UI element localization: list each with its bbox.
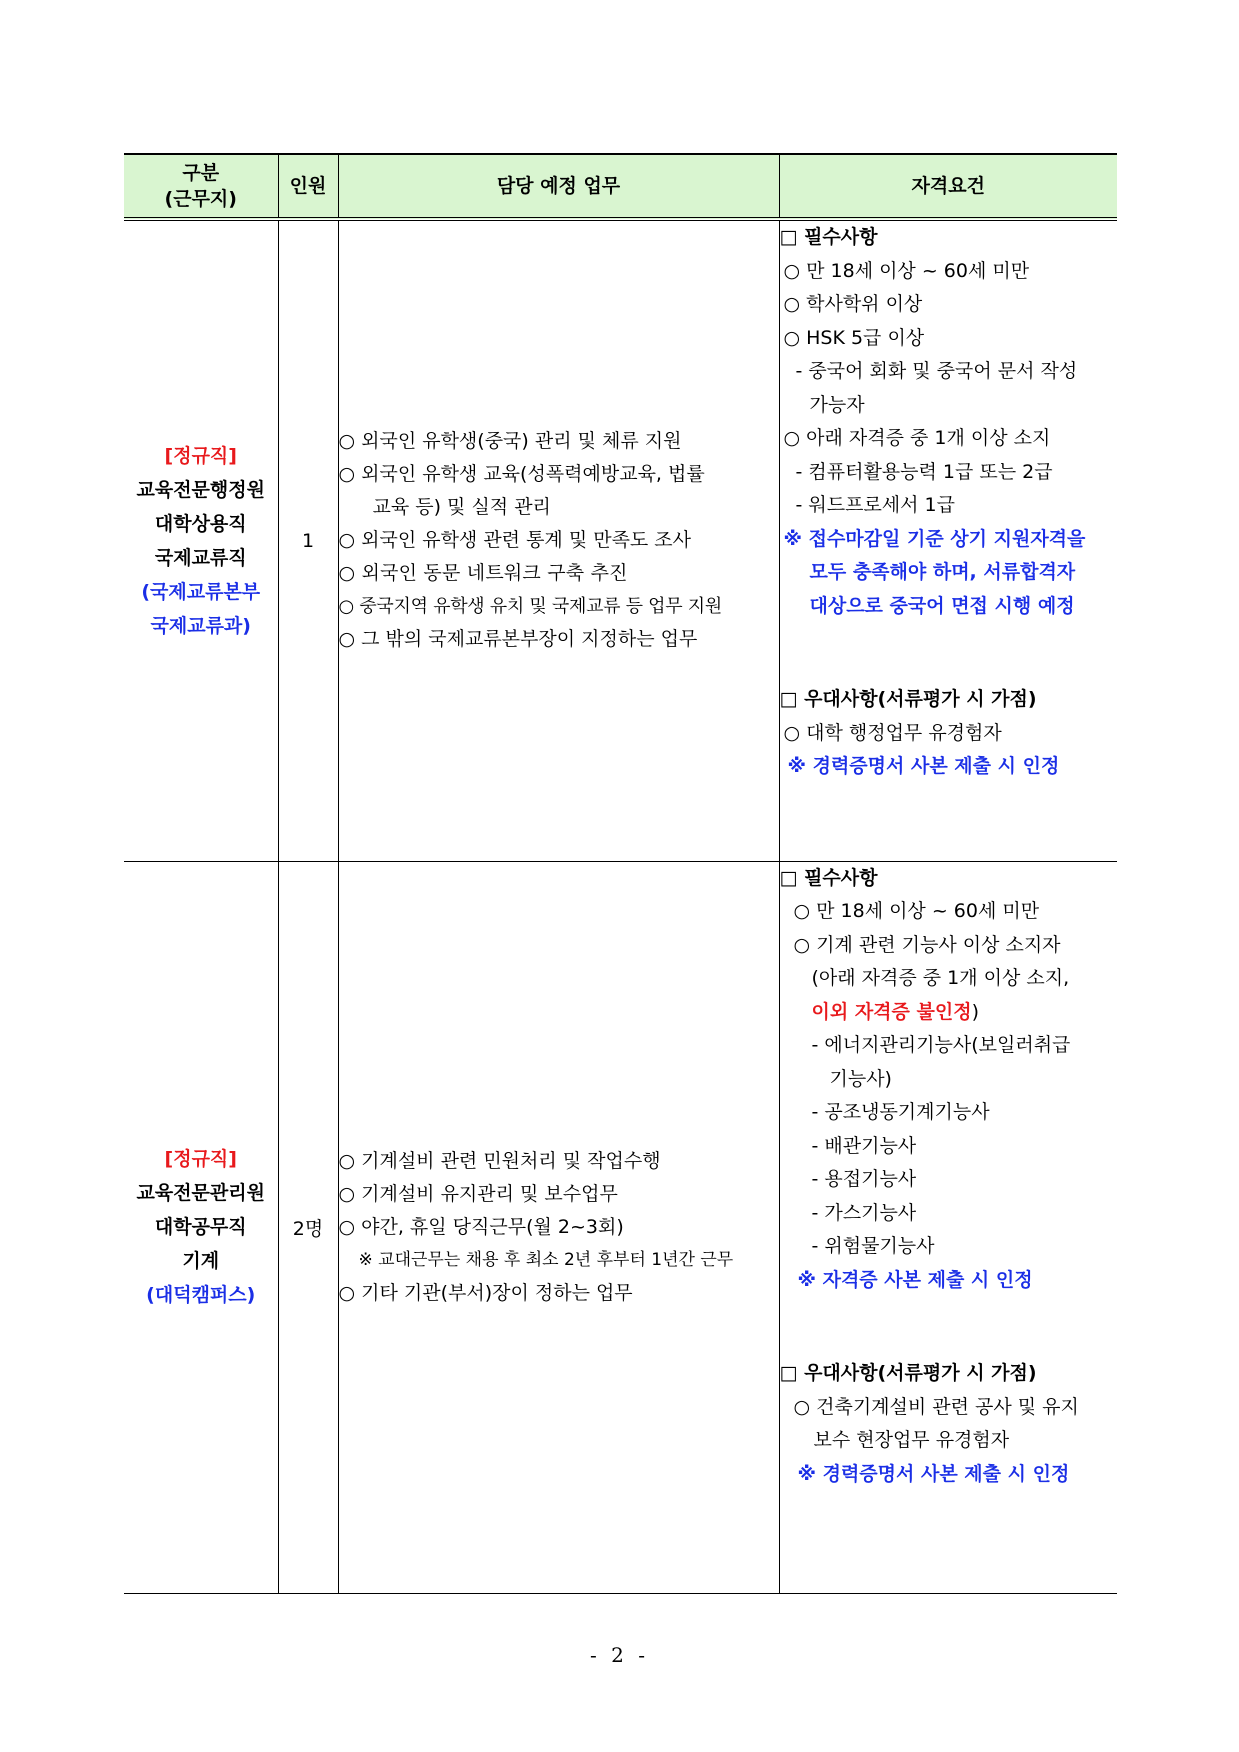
pref-item-continued: 보수 현장업무 유경험자 xyxy=(813,1429,1010,1451)
work-location: (대덕캠퍼스) xyxy=(146,1284,256,1306)
header-category-label: 구분 xyxy=(182,162,220,184)
position-type: 대학공무직 xyxy=(154,1216,247,1238)
work-location-sub: 국제교류과) xyxy=(150,614,251,637)
duty-item: ○ 외국인 유학생(중국) 관리 및 체류 지원 xyxy=(338,430,682,453)
req-warning: 이외 자격증 불인정 xyxy=(811,1000,972,1023)
req-item: ○ 만 18세 이상 ~ 60세 미만 xyxy=(783,259,1030,282)
category-cell xyxy=(124,861,278,1593)
req-note: ※ 접수마감일 기준 상기 지원자격을 xyxy=(783,527,1086,550)
pref-item: ○ 대학 행정업무 유경험자 xyxy=(783,721,1002,744)
headcount: 1 xyxy=(278,219,338,861)
duty-item: ○ 외국인 유학생 교육(성폭력예방교육, 법률 xyxy=(338,463,705,486)
page-number: - 2 - xyxy=(590,1643,649,1667)
req-item: ○ HSK 5급 이상 xyxy=(783,326,925,349)
header-category-sub: (근무지) xyxy=(164,188,237,210)
req-subitem: - 위험물기능사 xyxy=(811,1235,935,1257)
req-item-continued-line xyxy=(780,996,1118,1030)
req-note: ※ 자격증 사본 제출 시 인정 xyxy=(797,1268,1033,1291)
duty-note: ※ 교대근무는 채용 후 최소 2년 후부터 1년간 근무 xyxy=(358,1249,734,1270)
req-subitem: - 용접기능사 xyxy=(811,1168,917,1190)
headcount: 2명 xyxy=(278,861,338,1593)
required-heading: □ 필수사항 xyxy=(779,866,878,889)
req-subitem: - 컴퓨터활용능력 1급 또는 2급 xyxy=(795,460,1053,483)
requirements-cell xyxy=(779,861,1117,1593)
table-header-row xyxy=(124,154,1117,219)
req-note: 대상으로 중국어 면접 시행 예정 xyxy=(809,594,1075,617)
req-subitem: - 워드프로세서 1급 xyxy=(795,494,956,516)
category-cell xyxy=(124,219,278,861)
required-heading: □ 필수사항 xyxy=(779,226,878,248)
req-item: ○ 기계 관련 기능사 이상 소지자 xyxy=(793,933,1061,956)
work-location: (국제교류본부 xyxy=(141,580,261,603)
pref-item: ○ 건축기계설비 관련 공사 및 유지 xyxy=(793,1395,1079,1418)
position-field: 기계 xyxy=(182,1250,220,1272)
pref-note: ※ 경력증명서 사본 제출 시 인정 xyxy=(787,755,1060,777)
duty-item-continued: 교육 등) 및 실적 관리 xyxy=(372,496,551,519)
pref-note: ※ 경력증명서 사본 제출 시 인정 xyxy=(797,1462,1070,1485)
duty-item: ○ 외국인 동문 네트워크 구축 추진 xyxy=(338,562,628,585)
duty-item: ○ 기타 기관(부서)장이 정하는 업무 xyxy=(338,1281,633,1304)
position-title: 교육전문관리원 xyxy=(136,1182,265,1204)
req-note: 모두 충족해야 하며, 서류합격자 xyxy=(809,561,1076,583)
req-subitem: - 배관기능사 xyxy=(811,1134,917,1157)
table-row xyxy=(124,219,1117,861)
requirements-cell xyxy=(779,219,1117,861)
req-subitem: - 공조냉동기계기능사 xyxy=(811,1101,990,1123)
duty-item: ○ 외국인 유학생 관련 통계 및 만족도 조사 xyxy=(338,529,692,552)
header-requirements: 자격요건 xyxy=(779,154,1117,219)
employment-type: [정규직] xyxy=(164,444,237,467)
req-subitem-continued: 기능사) xyxy=(829,1067,892,1090)
req-item-continued: (아래 자격증 중 1개 이상 소지, xyxy=(811,967,1070,989)
req-subitem: - 중국어 회화 및 중국어 문서 작성 xyxy=(795,360,1078,382)
req-subitem-continued: 가능자 xyxy=(809,393,865,416)
duties-cell xyxy=(338,219,779,861)
preferred-heading: □ 우대사항(서류평가 시 가점) xyxy=(779,1362,1037,1384)
preferred-heading: □ 우대사항(서류평가 시 가점) xyxy=(779,688,1037,710)
employment-type: [정규직] xyxy=(164,1148,237,1170)
req-item: ○ 만 18세 이상 ~ 60세 미만 xyxy=(793,900,1040,922)
position-title: 교육전문행정원 xyxy=(136,478,265,501)
header-duties: 담당 예정 업무 xyxy=(338,154,779,219)
recruitment-table xyxy=(124,153,1117,1594)
req-item: ○ 아래 자격증 중 1개 이상 소지 xyxy=(783,427,1051,449)
position-type: 대학상용직 xyxy=(154,512,247,535)
duty-item: ○ 기계설비 관련 민원처리 및 작업수행 xyxy=(338,1149,661,1172)
duty-item: ○ 기계설비 유지관리 및 보수업무 xyxy=(338,1182,618,1205)
duty-item: ○ 그 밖의 국제교류본부장이 지정하는 업무 xyxy=(338,628,698,651)
req-subitem: - 에너지관리기능사(보일러취급 xyxy=(811,1034,1071,1056)
table-row xyxy=(124,861,1117,1593)
duties-cell xyxy=(338,861,779,1593)
duty-item: ○ 중국지역 유학생 유치 및 국제교류 등 업무 지원 xyxy=(338,596,722,618)
req-subitem: - 가스기능사 xyxy=(811,1201,917,1224)
duty-item: ○ 야간, 휴일 당직근무(월 2~3회) xyxy=(338,1215,624,1238)
req-item: ○ 학사학위 이상 xyxy=(783,293,923,315)
header-count: 인원 xyxy=(278,154,338,219)
position-field: 국제교류직 xyxy=(154,546,247,569)
header-category xyxy=(124,154,278,219)
req-paren: ) xyxy=(971,1000,979,1023)
